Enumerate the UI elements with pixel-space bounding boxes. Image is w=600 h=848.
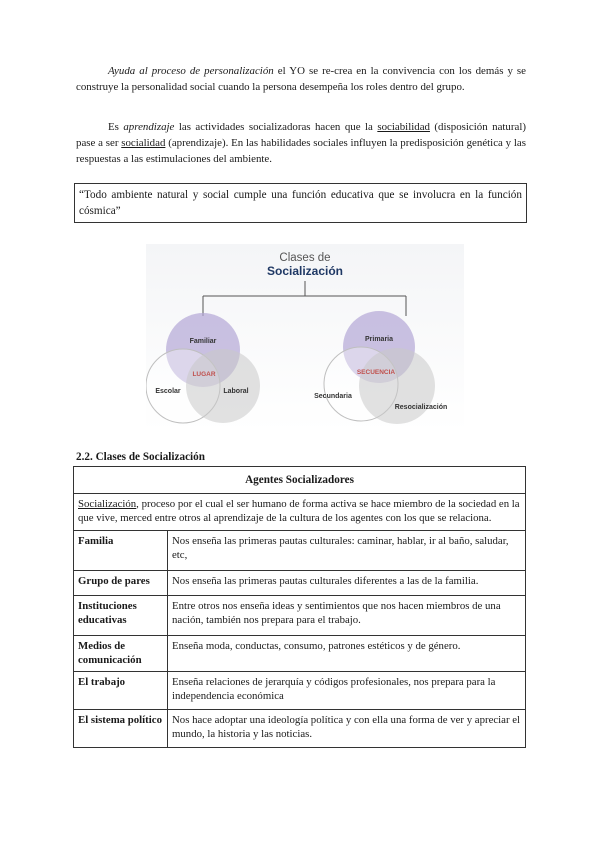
agent-label: Grupo de pares	[74, 570, 168, 595]
venn-circle-resocializacion	[356, 348, 435, 424]
paragraph-2-mid2: (disposición natural) pase a ser	[76, 121, 526, 149]
agent-description: Nos enseña las primeras pautas culturales diferentes a las de la familia.	[168, 570, 526, 595]
table-row	[74, 570, 526, 595]
table-row	[74, 595, 526, 635]
label-secuencia: SECUENCIA	[356, 369, 396, 376]
paragraph-2-mid1: las actividades socializadoras hacen que la	[174, 121, 378, 133]
label-familiar: Familiar	[189, 338, 217, 345]
agent-description: Enseña relaciones de jerarquía y códigos profesionales, nos prepara para la independencia económica	[168, 671, 526, 709]
agent-label: Medios de comunicación	[74, 635, 168, 671]
term-socializacion: Socialización	[78, 497, 137, 510]
paragraph-aprendizaje	[76, 120, 526, 167]
table-intro	[74, 493, 526, 530]
agent-description: Entre otros nos enseña ideas y sentimientos que nos hacen miembros de una nación, también nos prepara para el trabajo.	[168, 595, 526, 635]
term-personalizacion: Ayuda al proceso de personalización	[108, 65, 274, 77]
agent-label: El sistema político	[74, 709, 168, 747]
agents-table	[73, 466, 526, 748]
label-lugar: LUGAR	[192, 371, 216, 378]
label-secundaria: Secundaria	[314, 393, 352, 400]
venn-circle-laboral	[186, 349, 260, 423]
agent-description: Enseña moda, conductas, consumo, patrones estéticos y de género.	[168, 635, 526, 671]
term-socialidad: socialidad	[121, 136, 166, 149]
socialization-diagram	[146, 244, 464, 432]
paragraph-1-text: el YO se re-crea en la convivencia con los demás y se construye la personalidad social cuando la persona desempeña los roles dentro del grupo.	[76, 65, 526, 93]
label-escolar: Escolar	[155, 388, 181, 395]
table-row	[74, 635, 526, 671]
table-intro-row	[74, 493, 526, 530]
diagram-title-line2: Socialización	[266, 264, 344, 278]
agent-description: Nos hace adoptar una ideología política y con ella una forma de ver y apreciar el mundo, la historia y las noticias.	[168, 709, 526, 747]
table-row	[74, 671, 526, 709]
quote-box: “Todo ambiente natural y social cumple una función educativa que se involucra en la función cósmica”	[74, 183, 527, 223]
agent-label: El trabajo	[74, 671, 168, 709]
table-title: Agentes Socializadores	[74, 467, 526, 494]
table-row	[74, 530, 526, 570]
agent-label: Instituciones educativas	[74, 595, 168, 635]
label-resocializacion: Resocialización	[394, 404, 448, 411]
table-row	[74, 709, 526, 747]
paragraph-personalizacion	[76, 64, 526, 96]
paragraph-2-start: Es	[108, 121, 124, 133]
table-intro-text: , proceso por el cual el ser humano de forma activa se hace miembro de la sociedad en la que vive, merced entre otros al aprendizaje de la cultura de los agentes con los que se relaciona.	[78, 497, 520, 524]
table-title-row	[74, 467, 526, 494]
paragraph-2-end: (aprendizaje). En las habilidades sociales influyen la predisposición genética y las respuestas a las estimulaciones del ambiente.	[76, 136, 526, 165]
term-aprendizaje: aprendizaje	[123, 121, 175, 133]
agent-label: Familia	[74, 530, 168, 570]
agent-description: Nos enseña las primeras pautas culturales: caminar, hablar, ir al baño, saludar, etc,	[168, 530, 526, 570]
label-primaria: Primaria	[364, 336, 394, 343]
section-heading: 2.2. Clases de Socialización	[76, 451, 205, 463]
label-laboral: Laboral	[223, 388, 249, 395]
diagram-title-line1: Clases de	[279, 252, 331, 264]
term-sociabilidad: sociabilidad	[377, 121, 430, 133]
